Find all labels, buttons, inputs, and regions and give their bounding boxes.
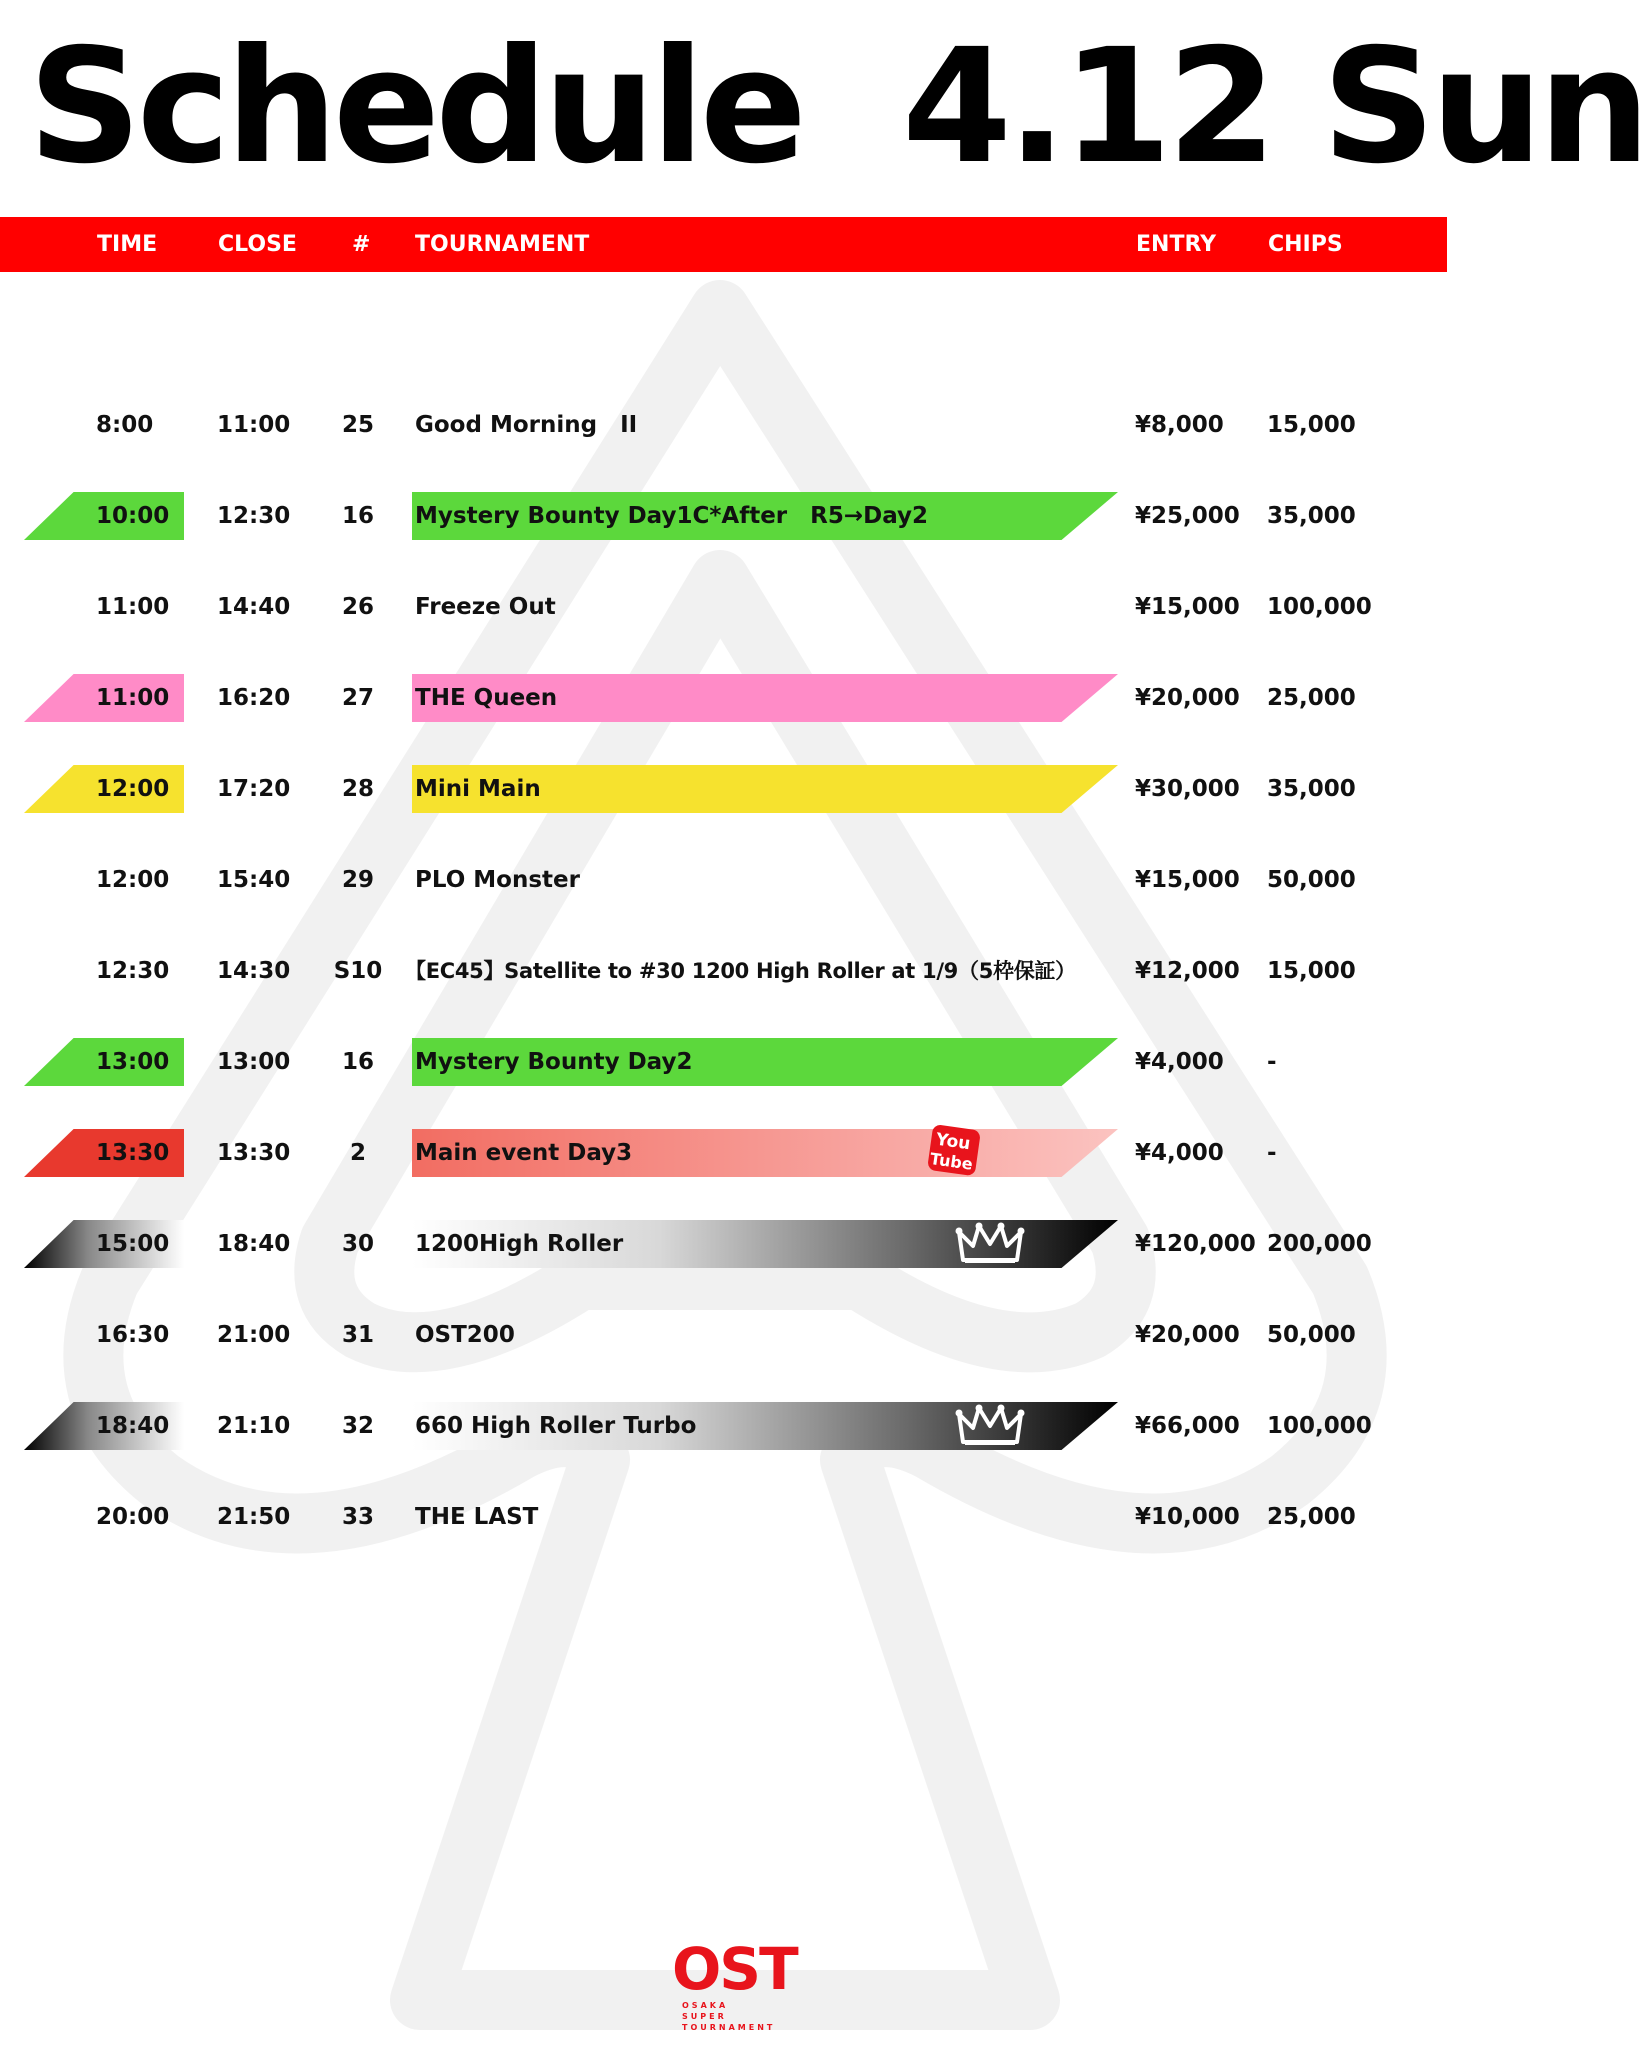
cell-tournament: Good Morning II <box>415 412 638 438</box>
cell-entry: ¥15,000 <box>1135 867 1240 893</box>
cell-time: 20:00 <box>96 1504 170 1530</box>
cell-close: 17:20 <box>217 776 291 802</box>
cell-entry: ¥120,000 <box>1135 1231 1256 1257</box>
table-row: 12:30 14:30 S10 【EC45】Satellite to #30 1200 High Roller at 1/9（5枠保証） ¥12,000 15,000 <box>0 946 1447 996</box>
cell-time: 13:00 <box>96 1049 170 1075</box>
cell-chips: 35,000 <box>1267 776 1356 802</box>
cell-tournament: PLO Monster <box>415 867 580 893</box>
cell-chips: 35,000 <box>1267 503 1356 529</box>
cell-entry: ¥20,000 <box>1135 1322 1240 1348</box>
logo-line-super: SUPER <box>682 2012 727 2021</box>
cell-close: 18:40 <box>217 1231 291 1257</box>
cell-tournament: Mini Main <box>415 776 541 802</box>
cell-entry: ¥4,000 <box>1135 1140 1224 1166</box>
page-title: Schedule 4.12 Sun <box>28 15 1646 199</box>
cell-close: 14:30 <box>217 958 291 984</box>
svg-text:You: You <box>934 1129 972 1155</box>
cell-close: 11:00 <box>217 412 291 438</box>
cell-entry: ¥25,000 <box>1135 503 1240 529</box>
table-row: 15:00 18:40 30 1200High Roller ¥120,000 200,000 <box>0 1219 1447 1269</box>
cell-time: 11:00 <box>96 685 170 711</box>
table-row: 11:00 16:20 27 THE Queen ¥20,000 25,000 <box>0 673 1447 723</box>
logo-line-osaka: OSAKA <box>682 2001 729 2010</box>
cell-entry: ¥15,000 <box>1135 594 1240 620</box>
header-time: TIME <box>97 232 158 257</box>
cell-time: 11:00 <box>96 594 170 620</box>
cell-chips: - <box>1267 1049 1277 1075</box>
table-row: 16:30 21:00 31 OST200 ¥20,000 50,000 <box>0 1310 1447 1360</box>
cell-entry: ¥12,000 <box>1135 958 1240 984</box>
cell-time: 8:00 <box>96 412 154 438</box>
cell-chips: 100,000 <box>1267 594 1372 620</box>
cell-close: 13:00 <box>217 1049 291 1075</box>
cell-tournament: 1200High Roller <box>415 1231 624 1257</box>
table-row: 8:00 11:00 25 Good Morning II ¥8,000 15,000 <box>0 400 1447 450</box>
cell-close: 14:40 <box>217 594 291 620</box>
crown-icon <box>955 1222 1025 1266</box>
ost-logo <box>672 1935 797 2038</box>
cell-tournament: 【EC45】Satellite to #30 1200 High Roller at 1/9（5枠保証） <box>405 959 1076 983</box>
table-row: 12:00 15:40 29 PLO Monster ¥15,000 50,000 <box>0 855 1447 905</box>
cell-close: 21:10 <box>217 1413 291 1439</box>
cell-tournament: Mystery Bounty Day1C*After R5→Day2 <box>415 503 929 529</box>
table-row: 13:00 13:00 16 Mystery Bounty Day2 ¥4,000 - <box>0 1037 1447 1087</box>
cell-chips: 15,000 <box>1267 412 1356 438</box>
cell-close: 21:00 <box>217 1322 291 1348</box>
cell-entry: ¥66,000 <box>1135 1413 1240 1439</box>
header-close: CLOSE <box>218 232 297 257</box>
cell-time: 18:40 <box>96 1413 170 1439</box>
header-chips: CHIPS <box>1268 232 1343 257</box>
table-row: 18:40 21:10 32 660 High Roller Turbo ¥66,000 100,000 <box>0 1401 1447 1451</box>
logo-mark: OST <box>672 1935 797 2003</box>
cell-entry: ¥4,000 <box>1135 1049 1224 1075</box>
cell-chips: 50,000 <box>1267 1322 1356 1348</box>
cell-entry: ¥30,000 <box>1135 776 1240 802</box>
cell-tournament: 660 High Roller Turbo <box>415 1413 697 1439</box>
table-row: 11:00 14:40 26 Freeze Out ¥15,000 100,000 <box>0 582 1447 632</box>
cell-tournament: OST200 <box>415 1322 515 1348</box>
table-row: 10:00 12:30 16 Mystery Bounty Day1C*After R5→Day2 ¥25,000 35,000 <box>0 491 1447 541</box>
cell-time: 15:00 <box>96 1231 170 1257</box>
header-entry: ENTRY <box>1136 232 1217 257</box>
cell-chips: 200,000 <box>1267 1231 1372 1257</box>
table-row: 13:30 13:30 2 Main event Day3 You Tube ¥4,000 - <box>0 1128 1447 1178</box>
cell-tournament: Freeze Out <box>415 594 556 620</box>
cell-time: 12:00 <box>96 776 170 802</box>
table-row: 12:00 17:20 28 Mini Main ¥30,000 35,000 <box>0 764 1447 814</box>
cell-entry: ¥8,000 <box>1135 412 1224 438</box>
logo-line-tournament: TOURNAMENT <box>682 2023 776 2032</box>
cell-close: 21:50 <box>217 1504 291 1530</box>
cell-tournament: THE LAST <box>415 1504 539 1530</box>
svg-text:Tube: Tube <box>928 1148 974 1174</box>
crown-icon <box>955 1404 1025 1448</box>
cell-time: 10:00 <box>96 503 170 529</box>
header-num: # <box>352 232 371 257</box>
cell-time: 12:30 <box>96 958 170 984</box>
cell-chips: 25,000 <box>1267 1504 1356 1530</box>
cell-time: 16:30 <box>96 1322 170 1348</box>
cell-chips: 50,000 <box>1267 867 1356 893</box>
cell-chips: 100,000 <box>1267 1413 1372 1439</box>
cell-close: 15:40 <box>217 867 291 893</box>
header-tournament: TOURNAMENT <box>415 232 590 257</box>
cell-chips: - <box>1267 1140 1277 1166</box>
youtube-icon <box>922 1125 984 1175</box>
cell-tournament: Main event Day3 <box>415 1140 633 1166</box>
cell-entry: ¥10,000 <box>1135 1504 1240 1530</box>
cell-chips: 15,000 <box>1267 958 1356 984</box>
cell-close: 13:30 <box>217 1140 291 1166</box>
cell-entry: ¥20,000 <box>1135 685 1240 711</box>
cell-chips: 25,000 <box>1267 685 1356 711</box>
table-row: 20:00 21:50 33 THE LAST ¥10,000 25,000 <box>0 1492 1447 1542</box>
cell-time: 12:00 <box>96 867 170 893</box>
cell-close: 12:30 <box>217 503 291 529</box>
cell-time: 13:30 <box>96 1140 170 1166</box>
cell-tournament: Mystery Bounty Day2 <box>415 1049 693 1075</box>
cell-close: 16:20 <box>217 685 291 711</box>
cell-tournament: THE Queen <box>415 685 558 711</box>
